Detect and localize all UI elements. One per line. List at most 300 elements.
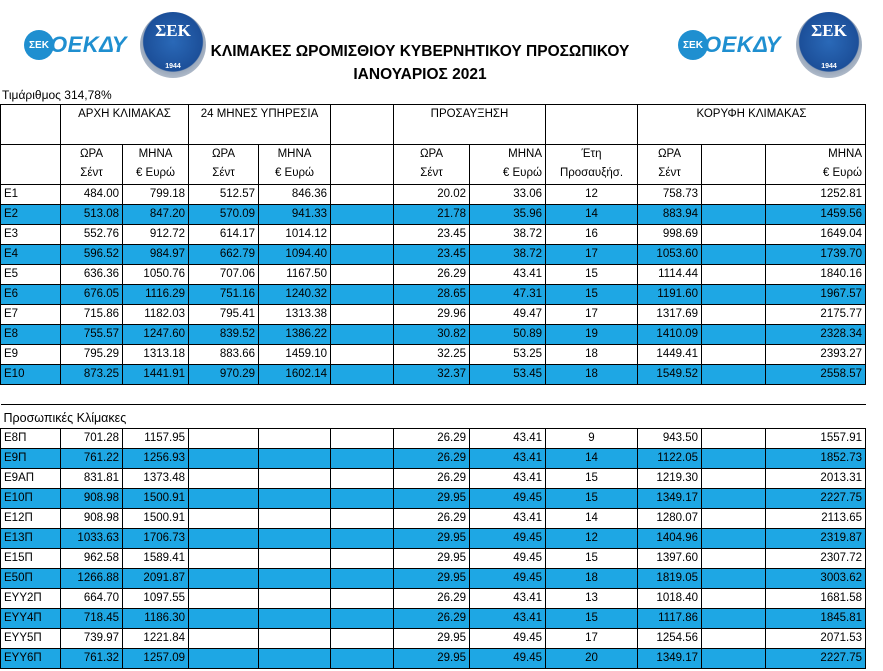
increment-month: 38.72 [470,244,546,264]
empty-cell [331,105,394,145]
24m-month: 1094.40 [259,244,331,264]
top-hour: 1349.17 [638,648,702,668]
scale-code: EYY5Π [1,628,61,648]
24m-month: 1167.50 [259,264,331,284]
24m-month [259,588,331,608]
personal-title-row [1,404,866,428]
table-row [1,324,866,344]
month-header: ΜΗΝΑ [470,145,546,165]
table-row [1,264,866,284]
empty-cell [331,468,394,488]
empty-cell [702,344,766,364]
cent-header: Σέντ [61,164,123,184]
empty-cell [546,105,638,145]
empty-cell [702,324,766,344]
start-hour: 761.22 [61,448,123,468]
empty-cell [331,344,394,364]
increment-hour: 26.29 [394,508,470,528]
increment-years: 20 [546,648,638,668]
24m-hour: 839.52 [189,324,259,344]
top-month: 1840.16 [766,264,866,284]
sub-header-row-2 [1,164,866,184]
top-month: 1967.57 [766,284,866,304]
increment-years: 12 [546,528,638,548]
24m-month: 1386.22 [259,324,331,344]
start-month: 1500.91 [123,508,189,528]
top-hour: 758.73 [638,184,702,204]
empty-cell [702,568,766,588]
increment-hour: 23.45 [394,244,470,264]
top-hour: 1191.60 [638,284,702,304]
scale-code: E1 [1,184,61,204]
24m-month: 846.36 [259,184,331,204]
start-hour: 761.32 [61,648,123,668]
empty-cell [331,284,394,304]
empty-cell [331,568,394,588]
start-month: 1116.29 [123,284,189,304]
top-hour: 1114.44 [638,264,702,284]
empty-cell [331,628,394,648]
start-hour: 636.36 [61,264,123,284]
sek-logo-text-right: ΣΕΚ [811,21,847,40]
increment-month: 43.41 [470,264,546,284]
scale-code: EYY2Π [1,588,61,608]
sub-header-row-1 [1,145,866,165]
increment-month: 49.45 [470,648,546,668]
start-month: 1186.30 [123,608,189,628]
increment-years: 17 [546,628,638,648]
top-hour: 1404.96 [638,528,702,548]
empty-cell [702,304,766,324]
increment-month: 33.06 [470,184,546,204]
increment-month: 49.47 [470,304,546,324]
24m-month [259,548,331,568]
increment-hour: 29.95 [394,648,470,668]
start-hour: 1266.88 [61,568,123,588]
scale-code: E7 [1,304,61,324]
empty-cell [702,528,766,548]
empty-cell [702,628,766,648]
empty-cell [1,105,61,145]
empty-cell [331,204,394,224]
top-month: 1252.81 [766,184,866,204]
start-month: 799.18 [123,184,189,204]
scale-code: E3 [1,224,61,244]
increment-month: 50.89 [470,324,546,344]
increment-hour: 28.65 [394,284,470,304]
24m-month: 941.33 [259,204,331,224]
top-month: 2319.87 [766,528,866,548]
increment-years: 17 [546,244,638,264]
empty-cell [331,184,394,204]
top-month: 2393.27 [766,344,866,364]
increment-hour: 26.29 [394,264,470,284]
increment-years: 15 [546,608,638,628]
24m-month [259,488,331,508]
oekdy-logo-text-right: ΟΕΚΔΥ [704,32,781,57]
start-hour: 664.70 [61,588,123,608]
start-month: 1706.73 [123,528,189,548]
24m-hour [189,588,259,608]
increment-hour: 23.45 [394,224,470,244]
start-hour: 676.05 [61,284,123,304]
table-row [1,428,866,448]
scale-code: E9Π [1,448,61,468]
increment-years: 17 [546,304,638,324]
top-month: 3003.62 [766,568,866,588]
oekdy-logo [24,30,127,60]
table-row [1,284,866,304]
table-row [1,608,866,628]
increment-hour: 26.29 [394,468,470,488]
month-header: ΜΗΝΑ [259,145,331,165]
increment-years: 9 [546,428,638,448]
24m-hour [189,468,259,488]
increment-hour: 32.25 [394,344,470,364]
euro-header: € Ευρώ [766,164,866,184]
table-row [1,364,866,384]
empty-cell [331,548,394,568]
empty-cell [702,184,766,204]
scale-code: E10 [1,364,61,384]
start-month: 1441.91 [123,364,189,384]
top-hour: 1410.09 [638,324,702,344]
top-hour: 1122.05 [638,448,702,468]
page-subtitle: ΙΑΝΟΥΑΡΙΟΣ 2021 [353,66,487,83]
increment-years: 18 [546,364,638,384]
table-row [1,628,866,648]
empty-cell [702,204,766,224]
increment-hour: 29.95 [394,528,470,548]
24m-hour [189,628,259,648]
top-hour: 1254.56 [638,628,702,648]
start-hour: 596.52 [61,244,123,264]
24m-month [259,428,331,448]
24m-month [259,628,331,648]
increment-hour: 26.29 [394,428,470,448]
empty-cell [702,145,766,165]
table-row [1,204,866,224]
top-hour: 1280.07 [638,508,702,528]
increment-years: 15 [546,488,638,508]
personal-scales-title: Προσωπικές Κλίμακες [1,404,866,428]
24m-hour: 570.09 [189,204,259,224]
empty-cell [331,528,394,548]
top-month: 2558.57 [766,364,866,384]
scale-code: E8 [1,324,61,344]
scale-code: E50Π [1,568,61,588]
increment-month: 49.45 [470,568,546,588]
oekdy-badge-icon-right: ΣΕΚ [678,30,708,60]
table-row [1,548,866,568]
top-hour: 1219.30 [638,468,702,488]
top-hour: 1449.41 [638,344,702,364]
24m-hour: 751.16 [189,284,259,304]
increment-years: 15 [546,468,638,488]
top-hour: 1349.17 [638,488,702,508]
24m-hour: 883.66 [189,344,259,364]
empty-cell [331,428,394,448]
start-month: 1373.48 [123,468,189,488]
cent-header: Σέντ [394,164,470,184]
start-month: 847.20 [123,204,189,224]
empty-cell [331,244,394,264]
24m-month: 1602.14 [259,364,331,384]
empty-cell [702,164,766,184]
top-month: 2227.75 [766,488,866,508]
sek-logo-text: ΣΕΚ [155,21,191,40]
start-month: 1182.03 [123,304,189,324]
empty-cell [331,448,394,468]
start-month: 1157.95 [123,428,189,448]
start-hour: 513.08 [61,204,123,224]
table-row [1,468,866,488]
increment-month: 35.96 [470,204,546,224]
24m-month: 1014.12 [259,224,331,244]
increment-month: 43.41 [470,508,546,528]
empty-cell [331,164,394,184]
hour-header: ΩΡΑ [189,145,259,165]
empty-cell [702,488,766,508]
page-title: ΚΛΙΜΑΚΕΣ ΩΡΟΜΙΣΘΙΟΥ ΚΥΒΕΡΝΗΤΙΚΟΥ ΠΡΟΣΩΠΙΚΟΥ [210,43,630,60]
start-hour: 484.00 [61,184,123,204]
start-month: 1221.84 [123,628,189,648]
24m-month [259,508,331,528]
top-hour: 1317.69 [638,304,702,324]
top-month: 1557.91 [766,428,866,448]
table-row [1,304,866,324]
start-hour: 552.76 [61,224,123,244]
table-row [1,588,866,608]
24m-month: 1459.10 [259,344,331,364]
empty-cell [331,145,394,165]
increment-month: 49.45 [470,628,546,648]
top-month: 1649.04 [766,224,866,244]
oekdy-badge-icon: ΣΕΚ [24,30,54,60]
euro-header: € Ευρώ [470,164,546,184]
empty-cell [331,488,394,508]
empty-cell [331,264,394,284]
start-hour: 718.45 [61,608,123,628]
empty-cell [331,304,394,324]
24m-hour [189,568,259,588]
oekdy-logo-right [678,30,781,60]
cent-header: Σέντ [638,164,702,184]
increment-hour: 21.78 [394,204,470,224]
increment-hour: 29.95 [394,628,470,648]
group-header-row [1,105,866,145]
increment-month: 43.41 [470,468,546,488]
table-row [1,488,866,508]
top-month: 2175.77 [766,304,866,324]
top-month: 1681.58 [766,588,866,608]
table-row [1,344,866,364]
sek-logo-right [796,12,862,78]
top-hour: 1117.86 [638,608,702,628]
sek-logo-year-right: 1944 [821,63,837,70]
top-month: 2307.72 [766,548,866,568]
increment-years: 18 [546,568,638,588]
increment-years: 18 [546,344,638,364]
oekdy-logo-text: ΟΕΚΔΥ [50,32,127,57]
increment-hour: 20.02 [394,184,470,204]
increment-hour: 32.37 [394,364,470,384]
empty-cell [331,224,394,244]
group-top: ΚΟΡΥΦΗ ΚΛΙΜΑΚΑΣ [638,105,866,145]
empty-cell [331,364,394,384]
24m-hour: 970.29 [189,364,259,384]
start-month: 1257.09 [123,648,189,668]
24m-month: 1313.38 [259,304,331,324]
24m-hour: 512.57 [189,184,259,204]
empty-cell [702,608,766,628]
empty-cell [702,264,766,284]
month-header: ΜΗΝΑ [766,145,866,165]
24m-month [259,528,331,548]
top-month: 2013.31 [766,468,866,488]
increment-years: 16 [546,224,638,244]
scale-code: E6 [1,284,61,304]
empty-cell [702,364,766,384]
personal-scales-body [1,428,866,668]
scale-code: E10Π [1,488,61,508]
start-month: 2091.87 [123,568,189,588]
start-hour: 962.58 [61,548,123,568]
increment-years: 15 [546,264,638,284]
hour-header: ΩΡΑ [394,145,470,165]
empty-cell [702,508,766,528]
empty-cell [702,224,766,244]
empty-cell [1,164,61,184]
increment-month: 43.41 [470,588,546,608]
24m-hour: 795.41 [189,304,259,324]
empty-cell [702,448,766,468]
empty-cell [331,648,394,668]
start-month: 1589.41 [123,548,189,568]
top-month: 2071.53 [766,628,866,648]
24m-hour [189,448,259,468]
increment-hour: 26.29 [394,588,470,608]
spacer-row [1,384,866,404]
salary-table [0,104,866,669]
table-row [1,528,866,548]
24m-month [259,648,331,668]
scale-code: E5 [1,264,61,284]
top-hour: 883.94 [638,204,702,224]
start-hour: 908.98 [61,508,123,528]
start-hour: 715.86 [61,304,123,324]
table-head [1,105,866,185]
table-row [1,244,866,264]
increment-years: 12 [546,184,638,204]
increment-hour: 30.82 [394,324,470,344]
start-month: 912.72 [123,224,189,244]
increment-hour: 29.95 [394,488,470,508]
top-hour: 1397.60 [638,548,702,568]
top-hour: 1549.52 [638,364,702,384]
group-increment: ΠΡΟΣΑΥΞΗΣΗ [394,105,546,145]
table-row [1,648,866,668]
top-hour: 998.69 [638,224,702,244]
top-hour: 1018.40 [638,588,702,608]
hour-header: ΩΡΑ [61,145,123,165]
start-month: 1313.18 [123,344,189,364]
24m-month [259,468,331,488]
increment-hour: 29.95 [394,568,470,588]
empty-cell [702,244,766,264]
start-month: 1500.91 [123,488,189,508]
increment-month: 47.31 [470,284,546,304]
24m-hour: 707.06 [189,264,259,284]
empty-cell [702,284,766,304]
start-hour: 831.81 [61,468,123,488]
years-header: Έτη [546,145,638,165]
group-24m: 24 ΜΗΝΕΣ ΥΠΗΡΕΣΙΑ [189,105,331,145]
start-month: 1247.60 [123,324,189,344]
scale-code: E8Π [1,428,61,448]
group-start: ΑΡΧΗ ΚΛΙΜΑΚΑΣ [61,105,189,145]
empty-cell [702,588,766,608]
table-row [1,224,866,244]
scale-code: E2 [1,204,61,224]
scale-code: E15Π [1,548,61,568]
top-hour: 1819.05 [638,568,702,588]
empty-cell [702,468,766,488]
page-header [0,0,883,88]
top-hour: 943.50 [638,428,702,448]
increment-years: 14 [546,204,638,224]
24m-hour [189,608,259,628]
cent-header: Σέντ [189,164,259,184]
hour-header: ΩΡΑ [638,145,702,165]
table-row [1,568,866,588]
top-month: 1845.81 [766,608,866,628]
top-month: 1852.73 [766,448,866,468]
24m-month [259,568,331,588]
spacer-cell [1,384,866,404]
start-hour: 1033.63 [61,528,123,548]
increment-years: 15 [546,548,638,568]
24m-hour [189,508,259,528]
24m-hour [189,648,259,668]
years2-header: Προσαυξήσ. [546,164,638,184]
start-month: 984.97 [123,244,189,264]
increment-hour: 29.95 [394,548,470,568]
table-row [1,184,866,204]
increment-month: 49.45 [470,528,546,548]
empty-cell [702,548,766,568]
scale-code: E13Π [1,528,61,548]
empty-cell [331,324,394,344]
increment-hour: 26.29 [394,608,470,628]
increment-hour: 29.96 [394,304,470,324]
start-hour: 795.29 [61,344,123,364]
scale-code: EYY6Π [1,648,61,668]
24m-hour [189,488,259,508]
euro-header: € Ευρώ [123,164,189,184]
increment-month: 49.45 [470,548,546,568]
increment-hour: 26.29 [394,448,470,468]
index-note: Τιμάριθμος 314,78% [2,88,112,102]
24m-hour [189,528,259,548]
main-scales-body [1,184,866,384]
increment-month: 49.45 [470,488,546,508]
increment-month: 43.41 [470,608,546,628]
top-month: 1459.56 [766,204,866,224]
empty-cell [1,145,61,165]
top-month: 2328.34 [766,324,866,344]
increment-month: 43.41 [470,448,546,468]
